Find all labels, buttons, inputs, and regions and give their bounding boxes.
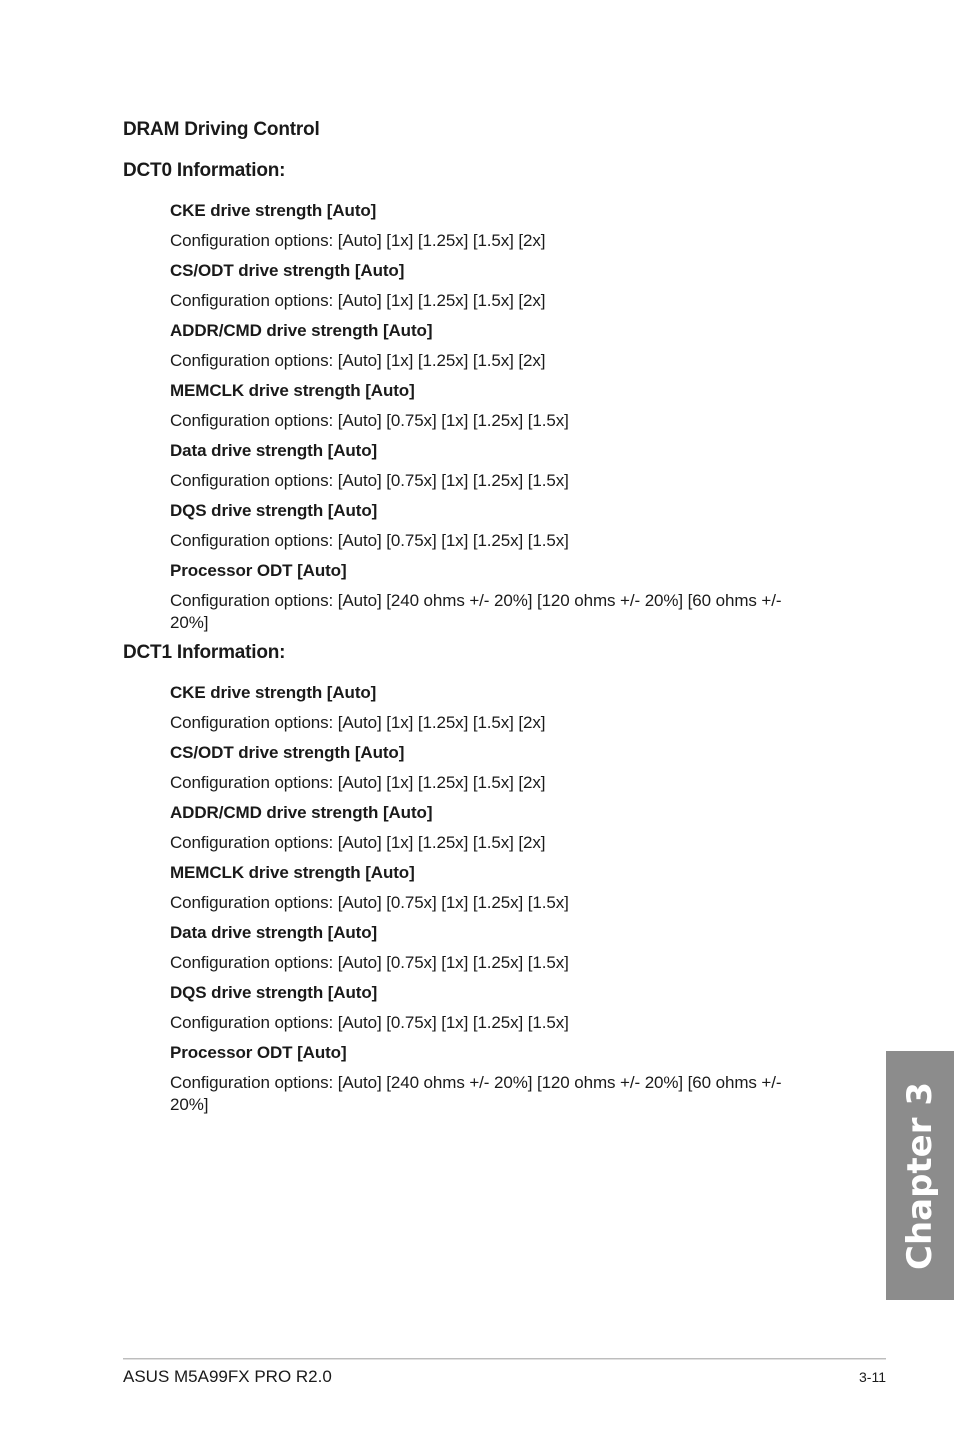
page-title: DRAM Driving Control: [123, 119, 320, 140]
item-desc: Configuration options: [Auto] [0.75x] [1x] [1.25x] [1.5x]: [170, 411, 569, 430]
list-item: [170, 1038, 820, 1120]
chapter-tab: [886, 1051, 954, 1300]
list-item: [170, 678, 820, 738]
section-heading: DCT1 Information:: [123, 642, 286, 663]
item-list: [170, 196, 820, 638]
list-item: [170, 376, 820, 436]
item-title: DQS drive strength [Auto]: [170, 501, 378, 520]
item-desc: Configuration options: [Auto] [1x] [1.25x] [1.5x] [2x]: [170, 713, 546, 732]
item-title: MEMCLK drive strength [Auto]: [170, 863, 415, 882]
list-item: [170, 978, 820, 1038]
dct1-section: [123, 640, 823, 1120]
chapter-tab-label: Chapter 3: [900, 1081, 940, 1270]
item-title: Data drive strength [Auto]: [170, 923, 378, 942]
item-title: CKE drive strength [Auto]: [170, 683, 377, 702]
footer-product-name: ASUS M5A99FX PRO R2.0: [123, 1367, 332, 1386]
item-desc: Configuration options: [Auto] [1x] [1.25x] [1.5x] [2x]: [170, 351, 546, 370]
item-title: Data drive strength [Auto]: [170, 441, 378, 460]
item-title: CS/ODT drive strength [Auto]: [170, 261, 405, 280]
item-desc: Configuration options: [Auto] [1x] [1.25x] [1.5x] [2x]: [170, 833, 546, 852]
item-desc: Configuration options: [Auto] [240 ohms +/- 20%] [120 ohms +/- 20%] [60 ohms +/- 20%]: [170, 1073, 782, 1114]
item-title: ADDR/CMD drive strength [Auto]: [170, 803, 433, 822]
list-item: [170, 918, 820, 978]
item-title: CS/ODT drive strength [Auto]: [170, 743, 405, 762]
item-title: ADDR/CMD drive strength [Auto]: [170, 321, 433, 340]
list-item: [170, 196, 820, 256]
list-item: [170, 436, 820, 496]
item-desc: Configuration options: [Auto] [240 ohms +/- 20%] [120 ohms +/- 20%] [60 ohms +/- 20%]: [170, 591, 782, 632]
item-desc: Configuration options: [Auto] [1x] [1.25x] [1.5x] [2x]: [170, 231, 546, 250]
item-title: MEMCLK drive strength [Auto]: [170, 381, 415, 400]
item-title: DQS drive strength [Auto]: [170, 983, 378, 1002]
list-item: [170, 798, 820, 858]
footer-page-number: 3-11: [859, 1369, 886, 1385]
item-desc: Configuration options: [Auto] [1x] [1.25x] [1.5x] [2x]: [170, 291, 546, 310]
list-item: [170, 496, 820, 556]
item-desc: Configuration options: [Auto] [0.75x] [1x] [1.25x] [1.5x]: [170, 893, 569, 912]
item-desc: Configuration options: [Auto] [0.75x] [1x] [1.25x] [1.5x]: [170, 953, 569, 972]
list-item: [170, 256, 820, 316]
list-item: [170, 316, 820, 376]
section-heading: DCT0 Information:: [123, 160, 286, 181]
item-desc: Configuration options: [Auto] [0.75x] [1x] [1.25x] [1.5x]: [170, 1013, 569, 1032]
item-desc: Configuration options: [Auto] [0.75x] [1x] [1.25x] [1.5x]: [170, 471, 569, 490]
item-list: [170, 678, 820, 1120]
item-desc: Configuration options: [Auto] [0.75x] [1x] [1.25x] [1.5x]: [170, 531, 569, 550]
footer-divider: [123, 1358, 886, 1360]
item-title: Processor ODT [Auto]: [170, 1043, 347, 1062]
list-item: [170, 738, 820, 798]
item-desc: Configuration options: [Auto] [1x] [1.25x] [1.5x] [2x]: [170, 773, 546, 792]
dct0-section: [123, 158, 823, 638]
item-title: Processor ODT [Auto]: [170, 561, 347, 580]
item-title: CKE drive strength [Auto]: [170, 201, 377, 220]
list-item: [170, 858, 820, 918]
list-item: [170, 556, 820, 638]
